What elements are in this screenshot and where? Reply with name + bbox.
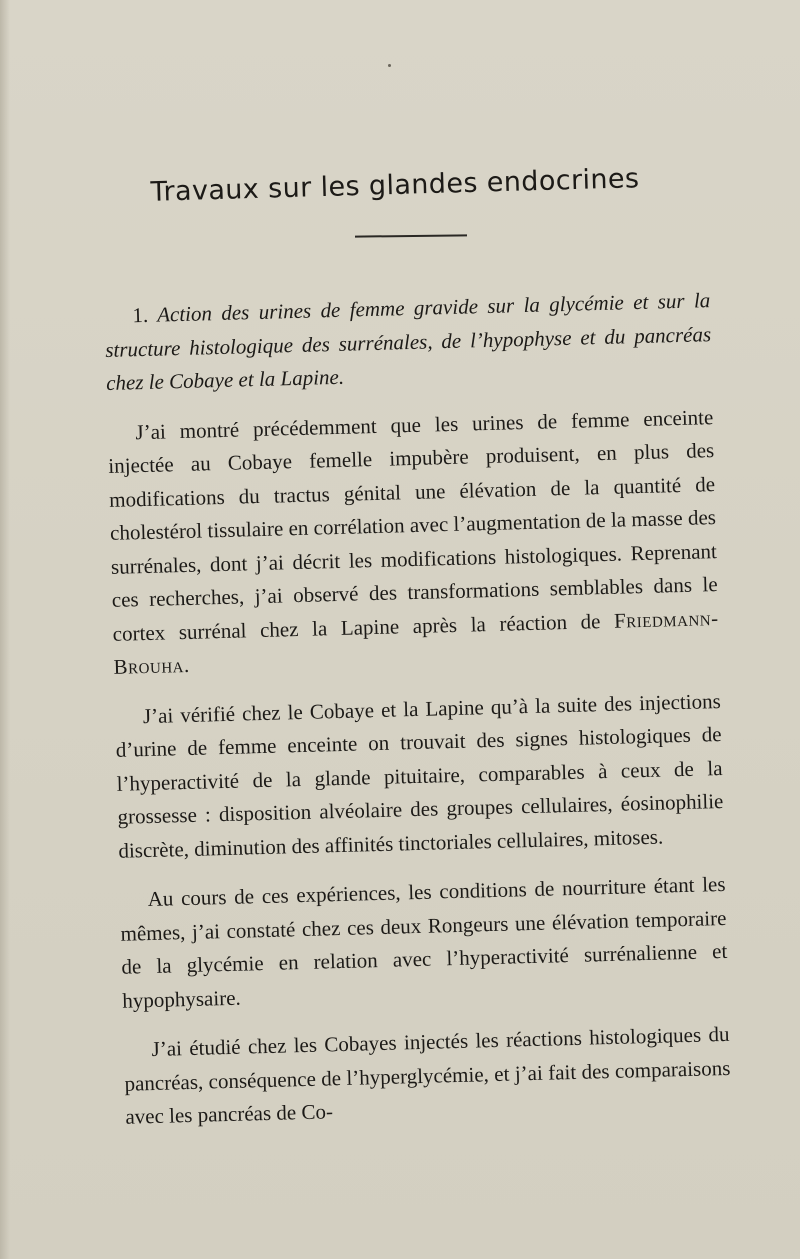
author-name: Friedmann-Brouha	[113, 605, 719, 679]
paragraph-3: Au cours de ces expériences, les conditions de nourriture étant les mêmes, j’ai constaté chez ces deux Rongeurs une élévation temporaire de la glycémie en relation avec l’hyperactivité surrénalienne et hypophysaire.	[120, 871, 728, 1013]
body-text	[104, 284, 732, 1134]
paragraph-1	[107, 401, 720, 685]
section-number: 1.	[132, 302, 149, 328]
title-rule	[355, 234, 467, 237]
print-speck	[388, 64, 391, 67]
page-binding-shadow	[0, 0, 10, 1259]
section-heading	[104, 284, 712, 400]
paragraph-1-end: .	[183, 652, 190, 678]
paragraph-4: J’ai étudié chez les Cobayes injectés les réactions histologiques du pancréas, conséquence de l’hyperglycémie, et j’ai fait des comparaisons avec les pancréas de Co-	[124, 1021, 731, 1129]
paragraph-1-text: J’ai montré précédemment que les urines de femme enceinte injectée au Cobaye femelle impubère produisent, en plus des modifications du tractus génital une élévation de la quantité de cholestérol tissulaire en corrélation avec l’augmentation de la masse des surrénales, dont j’ai décrit les modifications histologiques. Reprenant ces recherches, j’ai observé des transformations semblables dans le cortex surrénal chez la Lapine après la réaction de	[108, 404, 718, 646]
page-title: Travaux sur les glandes endocrines	[150, 163, 640, 208]
section-heading-text: Action des urines de femme gravide sur la glycémie et sur la structure histologique des surrénales, de l’hypophyse et du pancréas chez le Cobaye et la Lapine.	[104, 288, 712, 395]
paragraph-2: J’ai vérifié chez le Cobaye et la Lapine qu’à la suite des injections d’urine de femme enceinte on trouvait des signes histologiques de l’hyperactivité de la glande pituitaire, comparables à ceux de la grossesse : disposition alvéolaire des groupes cellulaires, éosinophilie discrète, diminution des affinités tinctoriales cellulaires, mitoses.	[115, 688, 724, 863]
